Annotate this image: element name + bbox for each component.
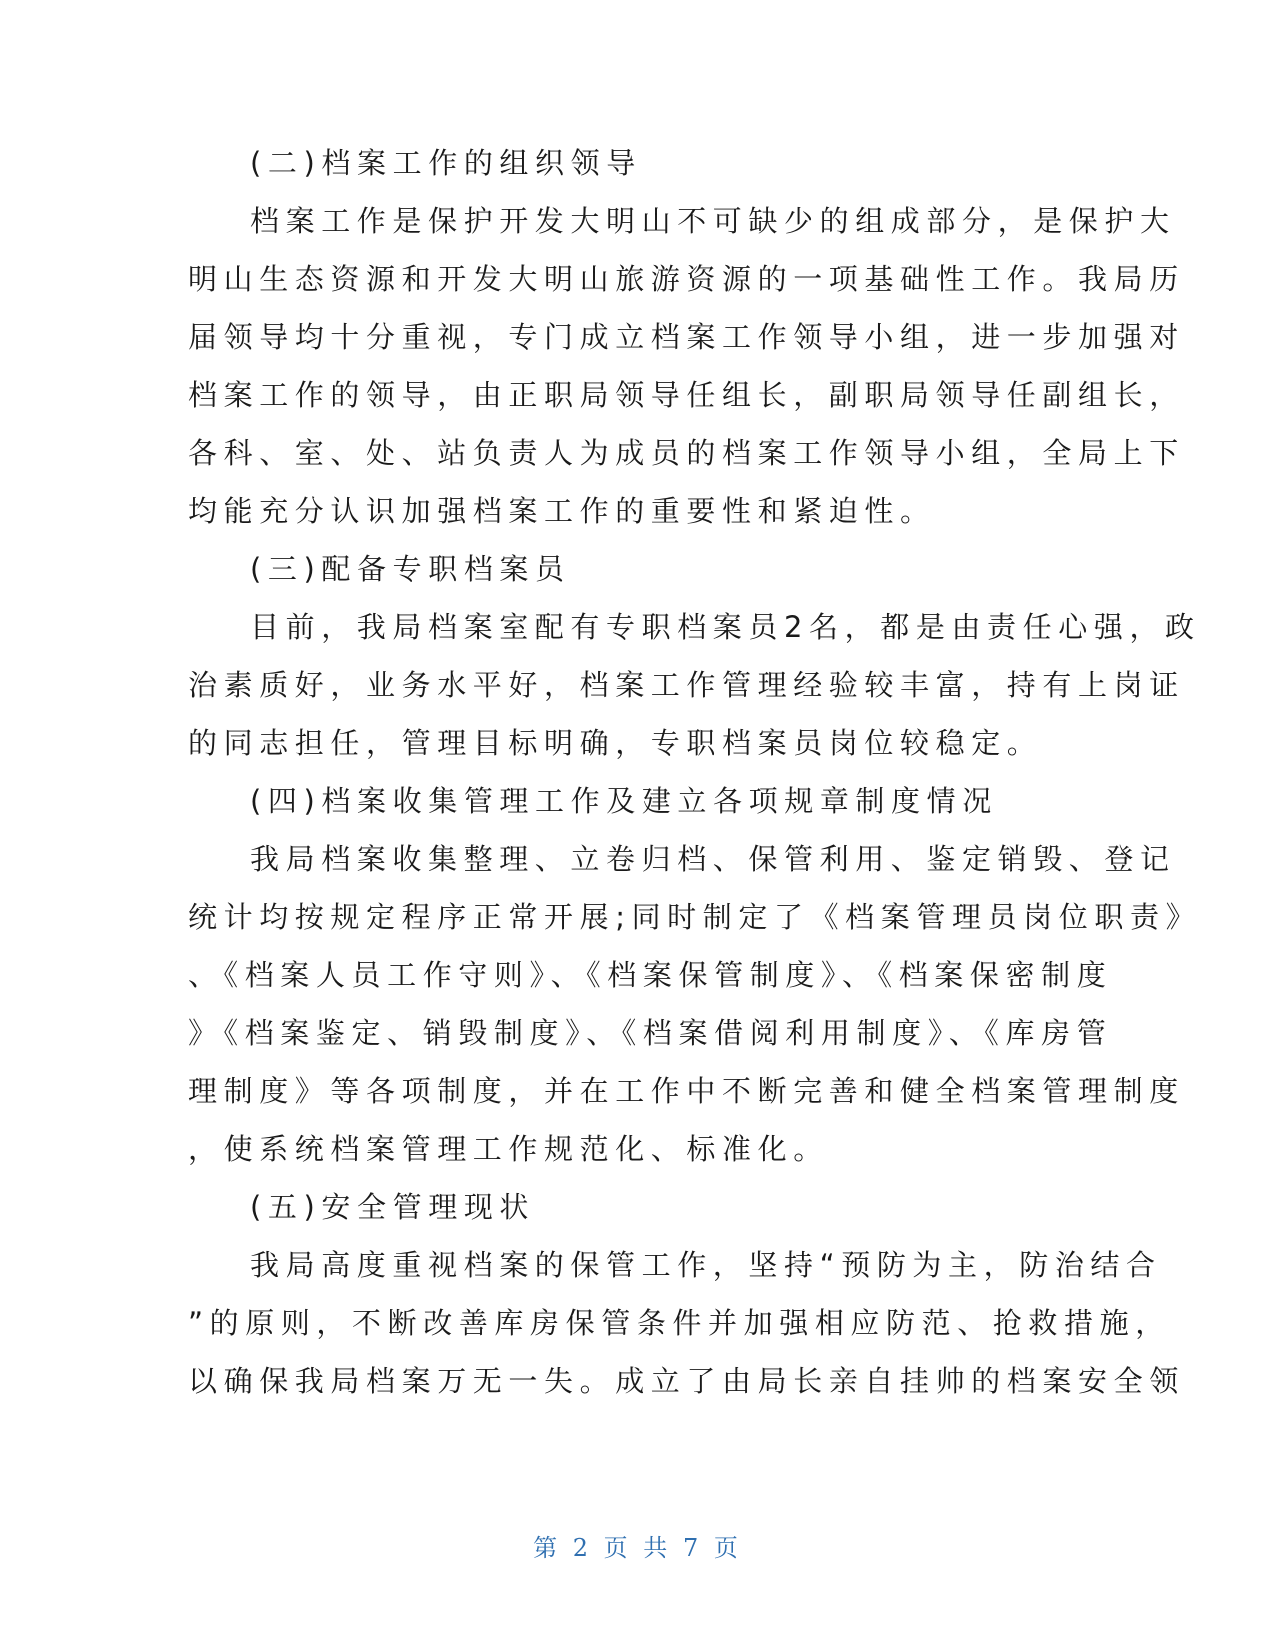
heading-text: (三)配备专职档案员 xyxy=(250,552,571,586)
paragraph-text: 理制度》等各项制度，并在工作中不断完善和健全档案管理制度 xyxy=(188,1074,1185,1108)
paragraph-text: 各科、室、处、站负责人为成员的档案工作领导小组，全局上下 xyxy=(188,436,1185,470)
paragraph-text: 均能充分认识加强档案工作的重要性和紧迫性。 xyxy=(188,494,936,528)
paragraph-text: 的同志担任，管理目标明确，专职档案员岗位较稳定。 xyxy=(188,726,1043,760)
paragraph-text: ，使系统档案管理工作规范化、标准化。 xyxy=(188,1132,829,1166)
paragraph-text: 目前，我局档案室配有专职档案员2名，都是由责任心强，政 xyxy=(250,610,1201,644)
heading-text: (五)安全管理现状 xyxy=(250,1190,536,1224)
paragraph-text: 档案工作的领导，由正职局领导任组长，副职局领导任副组长， xyxy=(188,378,1185,412)
paragraph-text: 档案工作是保护开发大明山不可缺少的组成部分，是保护大 xyxy=(250,204,1176,238)
heading-text: (四)档案收集管理工作及建立各项规章制度情况 xyxy=(250,784,998,818)
paragraph-text: 治素质好，业务水平好，档案工作管理经验较丰富，持有上岗证 xyxy=(188,668,1185,702)
paragraph-text: 明山生态资源和开发大明山旅游资源的一项基础性工作。我局历 xyxy=(188,262,1185,296)
page-number-footer: 第 2 页 共 7 页 xyxy=(533,1534,742,1562)
paragraph-text: 统计均按规定程序正常开展;同时制定了《档案管理员岗位职责》 xyxy=(188,900,1202,934)
paragraph-text: 、《档案人员工作守则》、《档案保管制度》、《档案保密制度 xyxy=(188,958,1113,992)
paragraph-text: 》《档案鉴定、销毁制度》、《档案借阅利用制度》、《库房管 xyxy=(188,1016,1113,1050)
paragraph-text: 我局档案收集整理、立卷归档、保管利用、鉴定销毁、登记 xyxy=(250,842,1176,876)
paragraph-text: 我局高度重视档案的保管工作，坚持“预防为主，防治结合 xyxy=(250,1248,1162,1282)
heading-text: (二)档案工作的组织领导 xyxy=(250,146,642,180)
paragraph-text: 届领导均十分重视，专门成立档案工作领导小组，进一步加强对 xyxy=(188,320,1185,354)
paragraph-text: 以确保我局档案万无一失。成立了由局长亲自挂帅的档案安全领 xyxy=(188,1364,1185,1398)
paragraph-text: ”的原则，不断改善库房保管条件并加强相应防范、抢救措施， xyxy=(188,1306,1171,1340)
